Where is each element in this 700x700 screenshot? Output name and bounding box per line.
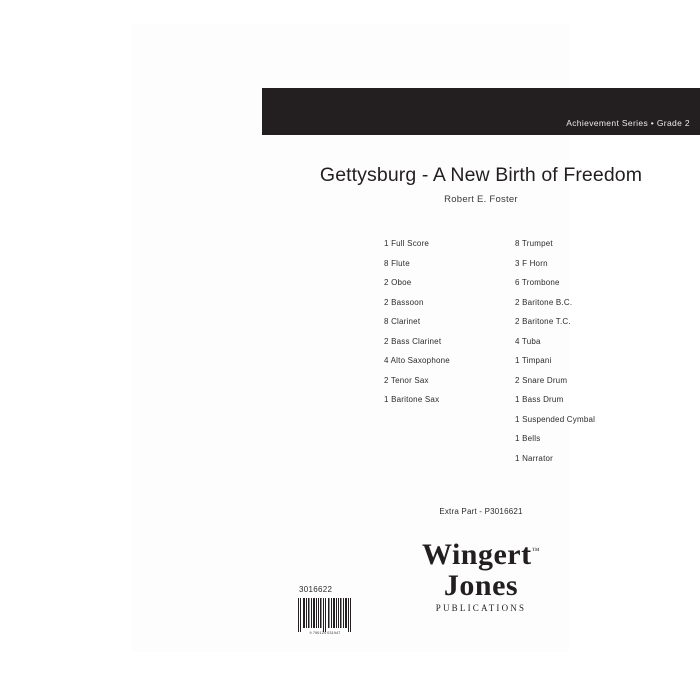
instrumentation-column-left [384,234,450,410]
header-bar [262,88,700,135]
list-item: 8 Clarinet [384,317,421,326]
publisher-name-wingert: Wingert [422,538,532,571]
composer-name: Robert E. Foster [444,194,518,205]
publisher-subtitle: PUBLICATIONS [435,603,527,613]
barcode-digits: 9 790124 031947 [309,631,341,635]
list-item: 2 Snare Drum [515,375,568,385]
list-item: 1 Narrator [515,453,554,463]
list-item: 6 Trombone [515,278,560,287]
barcode-icon [297,598,351,632]
list-item: 3 F Horn [515,258,548,268]
list-item: 1 Bells [515,434,541,443]
list-item: 1 Full Score [384,239,430,248]
list-item: 8 Trumpet [515,239,553,248]
extra-part-label: Extra Part - P3016621 [439,507,523,516]
list-item: 1 Baritone Sax [384,395,440,404]
trademark-icon: ™ [531,546,540,555]
list-item: 8 Flute [384,258,410,268]
list-item: 4 Tuba [515,336,541,346]
list-item: 2 Oboe [384,278,412,287]
instrumentation-column-right [515,234,595,468]
instrumentation-list [262,234,700,474]
catalog-number: 3016622 [299,585,333,594]
list-item: 1 Timpani [515,356,552,365]
list-item: 1 Bass Drum [515,395,564,404]
list-item: 2 Bassoon [384,297,424,307]
list-item: 2 Tenor Sax [384,375,429,385]
list-item: 2 Baritone B.C. [515,297,573,307]
page-title: Gettysburg - A New Birth of Freedom [319,164,643,186]
list-item: 2 Bass Clarinet [384,336,442,346]
series-label: Achievement Series • Grade 2 [566,118,690,128]
list-item: 4 Alto Saxophone [384,356,450,365]
list-item: 1 Suspended Cymbal [515,414,596,424]
publisher-logo-line1 [422,536,540,570]
score-cover [131,24,690,652]
list-item: 2 Baritone T.C. [515,317,571,326]
publisher-name-jones: Jones [443,569,519,602]
